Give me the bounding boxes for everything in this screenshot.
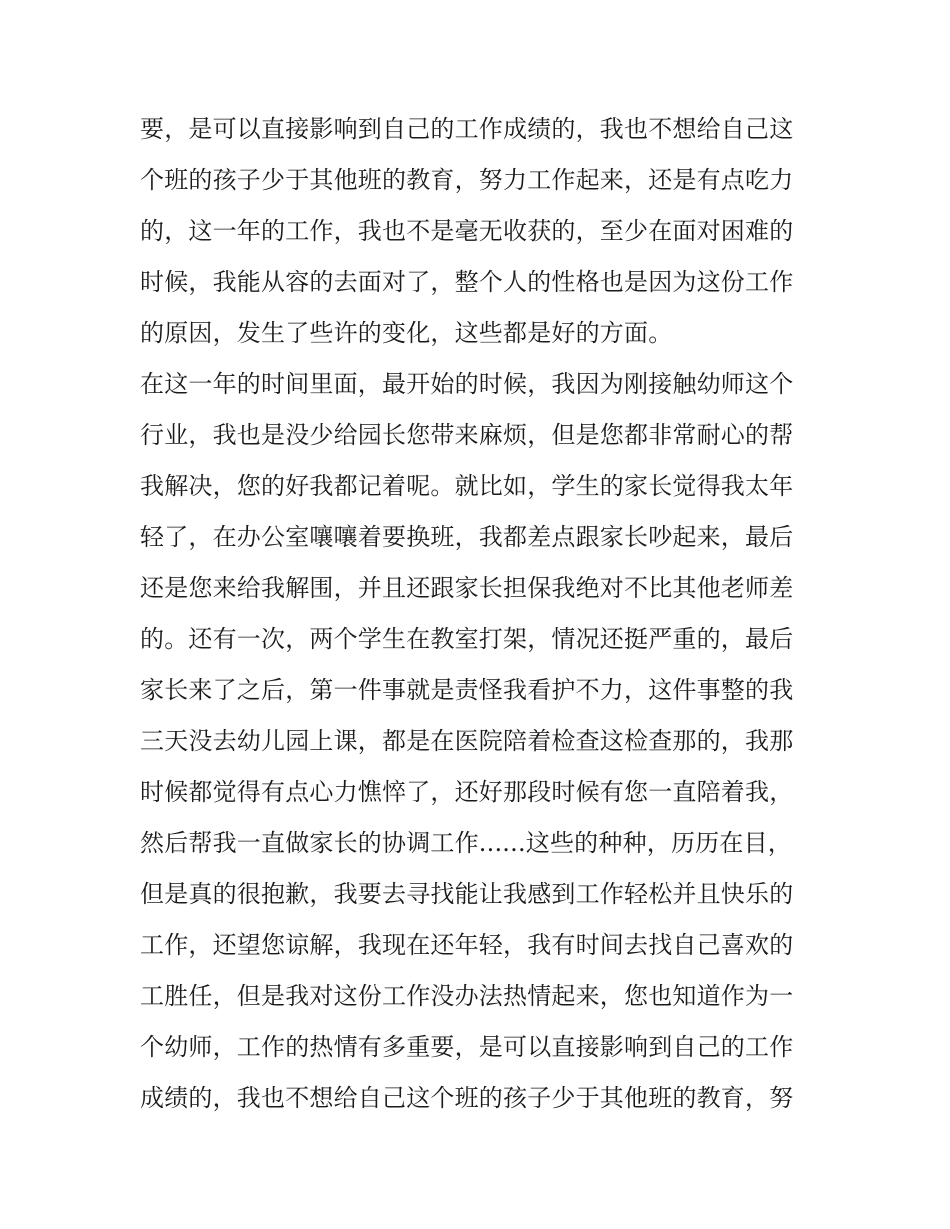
text-line: 的，这一年的工作，我也不是毫无收获的，至少在面对困难的 xyxy=(140,217,794,245)
text-line: 工胜任，但是我对这份工作没办法热情起来，您也知道作为一 xyxy=(140,982,794,1010)
text-line: 轻了，在办公室嚷嚷着要换班，我都差点跟家长吵起来，最后 xyxy=(140,523,794,551)
text-line: 但是真的很抱歉，我要去寻找能让我感到工作轻松并且快乐的 xyxy=(140,880,794,908)
text-line: 个幼师，工作的热情有多重要，是可以直接影响到自己的工作 xyxy=(140,1033,794,1061)
text-line: 时候，我能从容的去面对了，整个人的性格也是因为这份工作 xyxy=(140,268,794,296)
text-line: 还是您来给我解围，并且还跟家长担保我绝对不比其他老师差 xyxy=(140,574,794,602)
text-line: 行业，我也是没少给园长您带来麻烦，但是您都非常耐心的帮 xyxy=(140,421,794,449)
text-line: 的原因，发生了些许的变化，这些都是好的方面。 xyxy=(140,319,673,347)
document-body xyxy=(140,104,820,1124)
text-line: 工作，还望您谅解，我现在还年轻，我有时间去找自己喜欢的 xyxy=(140,931,794,959)
text-line: 要，是可以直接影响到自己的工作成绩的，我也不想给自己这 xyxy=(140,115,794,143)
text-line: 的。还有一次，两个学生在教室打架，情况还挺严重的，最后 xyxy=(140,625,794,653)
text-line: 三天没去幼儿园上课，都是在医院陪着检查这检查那的，我那 xyxy=(140,727,794,755)
text-line: 在这一年的时间里面，最开始的时候，我因为刚接触幼师这个 xyxy=(140,370,794,398)
text-line: 然后帮我一直做家长的协调工作......这些的种种，历历在目， xyxy=(140,829,792,857)
text-line: 个班的孩子少于其他班的教育，努力工作起来，还是有点吃力 xyxy=(140,166,794,194)
text-line: 成绩的，我也不想给自己这个班的孩子少于其他班的教育，努 xyxy=(140,1084,794,1112)
text-line: 家长来了之后，第一件事就是责怪我看护不力，这件事整的我 xyxy=(140,676,794,704)
text-line: 时候都觉得有点心力憔悴了，还好那段时候有您一直陪着我， xyxy=(140,778,794,806)
text-line: 我解决，您的好我都记着呢。就比如，学生的家长觉得我太年 xyxy=(140,472,794,500)
